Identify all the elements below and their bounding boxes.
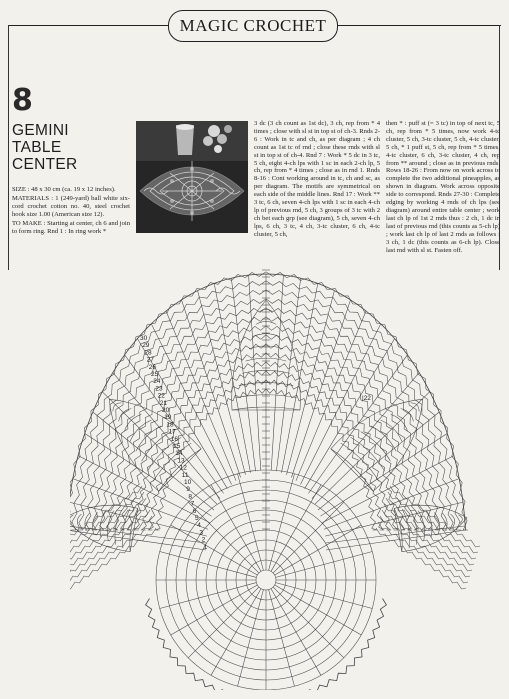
- round-label: 11: [181, 471, 189, 479]
- round-label: 21: [159, 399, 168, 407]
- pattern-title: [12, 122, 78, 173]
- instructions-column-3: then * : puff st (= 3 tc) in top of next tc, 5 ch, rep from * 5 times, now work 4-tc cluster, 5 ch, 3-tc cluster, 5 ch, 4-tc cluster, 5 ch, * 1 puff st, 5 ch, rep from * 5 times, 4-tc cluster, 6 ch, 3-tc cluster, 4 ch, rep from ** around ; close as in previous rnds. Rows 18-26 : From now on work across to complete the two additional pineapples, as shown in diagram. Work across opposite side to correspond. Rnds 27-30 : Complete edging by working 4 rnds of ch lps (see diagram) around entire table center ; work last ch lp of 1st 2 rnds thus : 2 ch, 1 dc in last of previous rnd (this counts as 5-ch lp) ; work last ch lp of last 2 rnds as follows : 3 ch, 1 dc (this counts as 6-ch lp). Close last rnd with sl st. Fasten off.: [386, 120, 500, 254]
- round-label: 3: [199, 529, 204, 537]
- round-label: 25: [151, 371, 159, 378]
- round-label: 18: [166, 421, 174, 429]
- side-round-label: |22: [362, 395, 371, 402]
- title-line-1: GEMINI: [12, 122, 69, 139]
- instructions-column-1: [12, 186, 130, 236]
- crochet-diagram: [70, 230, 480, 690]
- round-label: 30: [140, 335, 148, 342]
- doily-photo-image: [136, 121, 248, 233]
- round-label: 28: [144, 349, 152, 357]
- round-label: 10: [184, 479, 192, 486]
- round-label: 19: [164, 414, 172, 422]
- round-label: 17: [168, 428, 176, 436]
- round-label: 20: [162, 407, 170, 414]
- diagram-linework: [70, 270, 480, 690]
- round-label: 7: [190, 500, 195, 508]
- round-label: 6: [192, 507, 197, 515]
- round-label: 24: [153, 378, 161, 386]
- round-label: 9: [186, 486, 190, 494]
- size-text: SIZE : 48 x 30 cm (ca. 19 x 12 inches).: [12, 186, 116, 193]
- pattern-number: 8: [12, 83, 33, 118]
- round-label: 29: [142, 342, 150, 350]
- title-line-3: CENTER: [12, 156, 78, 173]
- round-label: 2: [201, 536, 206, 544]
- round-label: 12: [179, 464, 187, 472]
- doily-photo: [136, 121, 248, 233]
- round-label: 14: [175, 450, 183, 458]
- round-label: 15: [173, 443, 181, 450]
- round-label: 26: [148, 363, 157, 371]
- to-make-text: TO MAKE : Starting at center, ch 6 and join to form ring. Rnd 1 : In ring work *: [12, 219, 130, 235]
- round-label: 13: [177, 457, 185, 465]
- instructions-column-2: 3 dc (3 ch count as 1st dc), 3 ch, rep from * 4 times ; close with sl st in top st of ch-3. Rnds 2-6 : Work in tc and ch, as per diagram ; 4 ch count as 1st tc of rnd ; close these rnds with sl st in top st of ch-4. Rnd 7 : Work * 5 dc in 3 tc, 5 ch, eight 4-ch lps with 1 sc in each 2-ch lp, 5 ch, rep from * 4 times ; close as in rnd 1. Rnds 8-16 : Cont working around in tc, ch and sc, as per diagram. The motifs are symmetrical on each side of the middle lines. Rnd 17 : Work ** 3 tc, 6 ch, seven 4-ch lps with 1 sc in each 4-ch lp of previous rnd, 5 ch, 3 groups of 3 tc with 2 ch bet each grp (see diagram), 5 ch, seven 4-ch lps, 6 ch, 3 tc, 4 ch, 3-tc cluster, 6 ch, 4-tc cluster, 5 ch,: [254, 120, 380, 238]
- magazine-header: MAGIC CROCHET: [168, 10, 338, 42]
- round-label: 22: [157, 392, 165, 400]
- materials-text: MATERIALS : 1 (249-yard) ball white six-cord crochet cotton no. 40, steel crochet hook size 1.00 (American size 12).: [12, 194, 130, 218]
- left-frame-line: [8, 25, 10, 270]
- round-label: 8: [188, 493, 193, 501]
- round-label: 27: [146, 356, 154, 364]
- round-label: 1: [203, 543, 208, 551]
- round-label: 16: [170, 435, 179, 443]
- round-label: 5: [195, 515, 199, 522]
- title-line-2: TABLE: [12, 139, 62, 156]
- round-label: 4: [197, 522, 201, 530]
- round-label: 23: [155, 385, 163, 393]
